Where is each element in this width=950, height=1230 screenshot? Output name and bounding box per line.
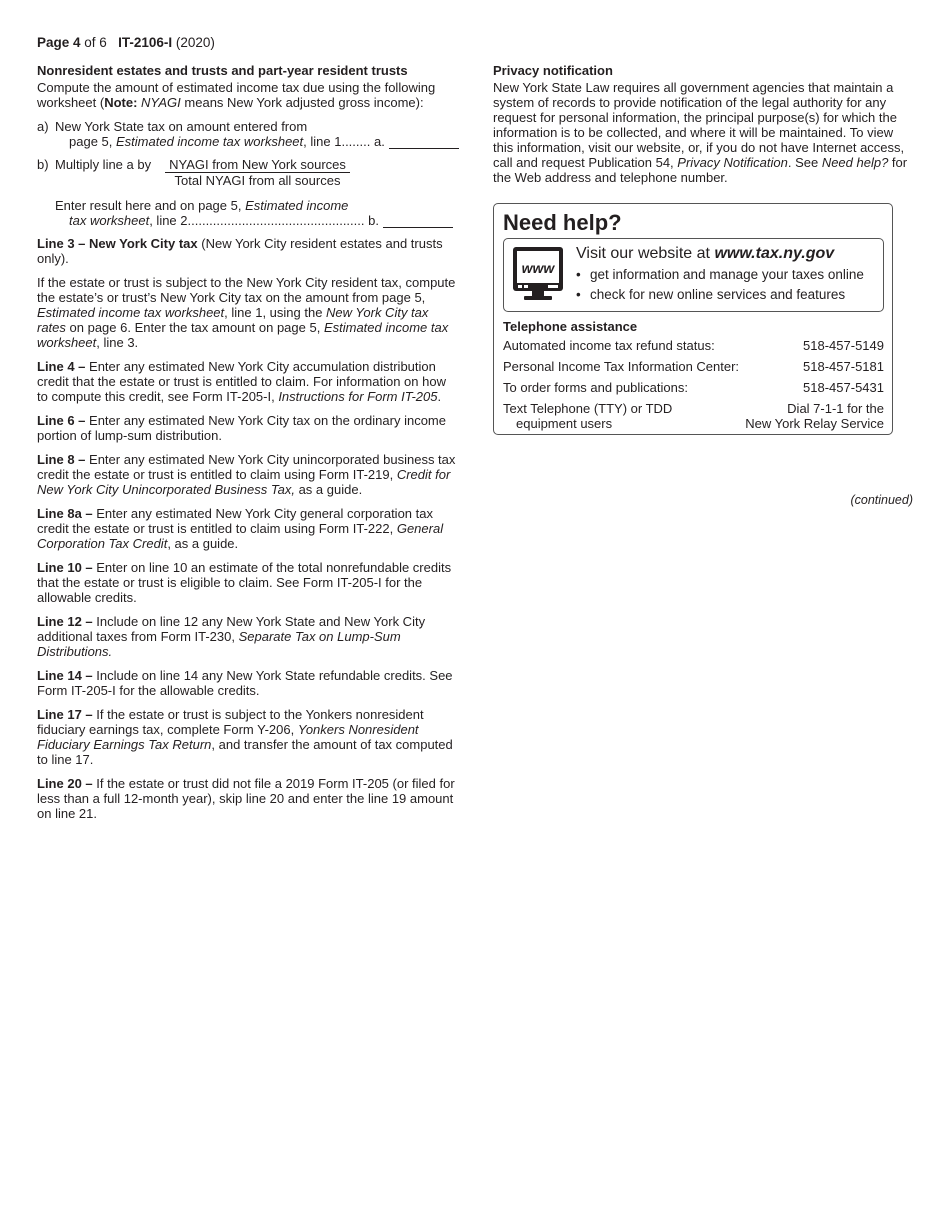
line-6-text: Line 6 – Enter any estimated New York City tax on the ordinary income portion of lump-sum distribution. (37, 413, 446, 443)
page-label: Page 4 (37, 35, 81, 50)
line-b-blank[interactable] (383, 215, 453, 228)
nyagi-fraction (165, 157, 350, 188)
line-3-text: If the estate or trust is subject to the New York City resident tax, compute the estate’s or trust’s New York City tax on the amount from page 5, Estimated income tax worksheet, line 1, using the New York City tax rates on page 6. Enter the tax amount on page 5, Estimated income tax worksheet, line 3. (37, 275, 456, 350)
phone-row: To order forms and publications: 518-457-5431 (503, 380, 884, 395)
page-of: of 6 (80, 35, 107, 50)
monitor-www-text: www (521, 260, 555, 276)
form-id: IT-2106-I (118, 35, 173, 50)
continued-label: (continued) (850, 493, 913, 507)
line-10-text: Line 10 – Enter on line 10 an estimate of the total nonrefundable credits that the estate or trust is eligible to claim. See Form IT-205-I for the allowable credits. (37, 560, 452, 605)
need-help-title: Need help? (503, 210, 622, 235)
phone-row: Personal Income Tax Information Center: 518-457-5181 (503, 359, 884, 374)
help-bullet: • get information and manage your taxes online (576, 267, 864, 282)
website-box (503, 238, 884, 312)
section-title: Nonresident estates and trusts and part-year resident trusts (37, 63, 408, 78)
line-a-blank[interactable] (389, 136, 459, 149)
fraction-numerator: NYAGI from New York sources (165, 157, 350, 173)
monitor-icon (512, 246, 564, 302)
line-17-text: Line 17 – If the estate or trust is subject to the Yonkers nonresident fiduciary earnings tax, complete Form Y-206, Yonkers Nonresident Fiduciary Earnings Tax Return, and transfer the amount of tax computed to line 17. (37, 707, 453, 767)
line-14-text: Line 14 – Include on line 14 any New York State refundable credits. See Form IT-205-I for the allowable credits. (37, 668, 453, 698)
privacy-title: Privacy notification (493, 63, 613, 78)
need-help-box (493, 203, 893, 435)
website-link[interactable]: www.tax.ny.gov (714, 245, 835, 262)
visit-website-text: Visit our website at www.tax.ny.gov (576, 245, 835, 262)
phone-row: Automated income tax refund status: 518-457-5149 (503, 338, 884, 353)
fraction-denominator: Total NYAGI from all sources (174, 173, 341, 188)
worksheet-line-b: b) Multiply line a by $\frac{\text{NYAGI from New York sources}}{\text{Total NYAGI from all sources}}$ Enter result here and on page 5, Estimated income tax worksheet, line 2................................................. b. (37, 157, 459, 228)
privacy-text: New York State Law requires all government agencies that maintain a system of records to provide notification of the legal authority for any request for personal information, the principal purpose(s) for which the information is to be collected, and where it will be maintained. To view this information, visit our website, or, if you do not have Internet access, call and request Publication 54, Privacy Notification. See Need help? for the Web address and telephone number. (493, 80, 908, 185)
tty-row: Text Telephone (TTY) or TDD equipment users Dial 7-1-1 for the New York Relay Service (503, 401, 884, 431)
line-3-heading: Line 3 – New York City tax (New York City resident estates and trusts only). (37, 236, 443, 266)
telephone-title: Telephone assistance (503, 319, 638, 334)
form-year: (2020) (172, 35, 215, 50)
worksheet-intro: Compute the amount of estimated income tax due using the following worksheet (Note: NYAGI means New York adjusted gross income): (37, 80, 436, 110)
line-12-text: Line 12 – Include on line 12 any New York State and New York City additional taxes from Form IT-230, Separate Tax on Lump-Sum Distributions. (37, 614, 426, 659)
line-20-text: Line 20 – If the estate or trust did not file a 2019 Form IT-205 (or filed for less than a full 12-month year), skip line 20 and enter the line 19 amount on line 21. (37, 776, 455, 821)
line-8a-text: Line 8a – Enter any estimated New York City general corporation tax credit the estate or trust is entitled to claim using Form IT-222, General Corporation Tax Credit, as a guide. (37, 506, 444, 551)
line-8-text: Line 8 – Enter any estimated New York City unincorporated business tax credit the estate or trust is entitled to claim using Form IT-219, Credit for New York City Unincorporated Business Tax, as a guide. (37, 452, 456, 497)
left-column (37, 63, 459, 830)
line-4-text: Line 4 – Enter any estimated New York City accumulation distribution credit that the estate or trust is entitled to claim. For information on how to compute this credit, see Form IT-205-I, Instructions for Form IT-205. (37, 359, 446, 404)
page-header (37, 35, 215, 50)
help-bullet: • check for new online services and features (576, 287, 846, 302)
right-column (493, 63, 913, 194)
worksheet-line-a: a) New York State tax on amount entered from page 5, Estimated income tax worksheet, line 1........ a. (37, 119, 459, 149)
